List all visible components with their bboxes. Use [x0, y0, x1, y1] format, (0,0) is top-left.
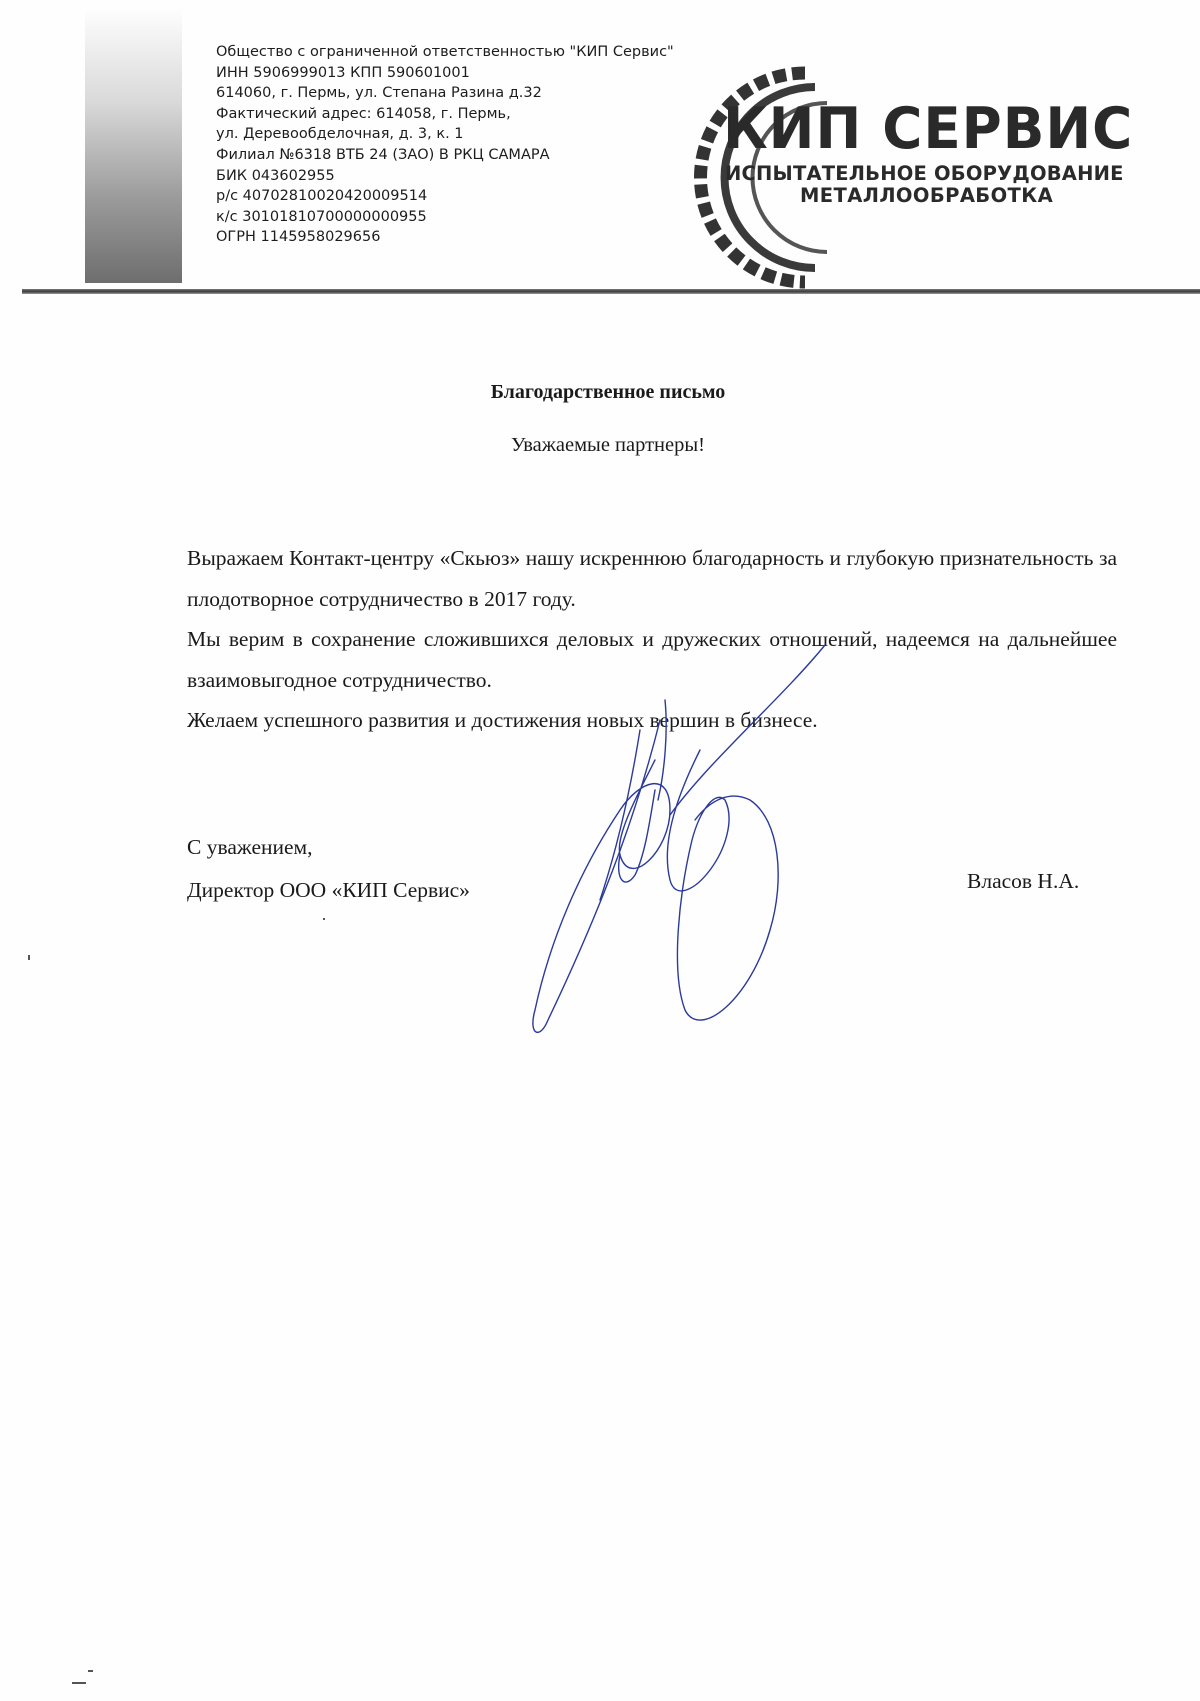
logo-tagline-1: ИСПЫТАТЕЛЬНОЕ ОБОРУДОВАНИЕ: [725, 162, 1124, 185]
signer-name: Власов Н.А.: [967, 869, 1080, 893]
letter-greeting: Уважаемые партнеры!: [511, 434, 705, 456]
signer-position: Директор ООО «КИП Сервис»: [187, 878, 470, 902]
handwritten-signature: [520, 640, 860, 1055]
requisite-line: р/с 40702810020420009514: [216, 188, 428, 205]
body-paragraph-text: Мы верим в сохранение сложившихся деловых и дружеских отношений, надеемся на дальнейшее взаимовыгодное сотрудничество.: [187, 627, 1117, 692]
closing-phrase: С уважением,: [187, 835, 313, 859]
header-gradient-bar: [85, 5, 182, 283]
header-divider: [22, 289, 1200, 294]
requisite-line: ОГРН 1145958029656: [216, 229, 381, 246]
requisite-line: к/с 30101810700000000955: [216, 208, 427, 225]
scan-speck: [28, 955, 30, 960]
body-paragraph-text: Выражаем Контакт-центру «Скьюз» нашу искреннюю благодарность и глубокую признательность за плодотворное сотрудничество в 2017 году.: [187, 546, 1117, 611]
requisite-line: Филиал №6318 ВТБ 24 (ЗАО) В РКЦ САМАРА: [216, 146, 550, 163]
body-paragraph-text: Желаем успешного развития и достижения новых вершин в бизнесе.: [187, 708, 818, 732]
company-requisites: [216, 42, 676, 248]
requisite-line: БИК 043602955: [216, 167, 335, 184]
requisite-line: ул. Деревообделочная, д. 3, к. 1: [216, 126, 464, 143]
scan-speck: [72, 1682, 86, 1684]
requisite-line: 614060, г. Пермь, ул. Степана Разина д.32: [216, 85, 542, 102]
requisite-line: ИНН 5906999013 КПП 590601001: [216, 64, 470, 81]
requisite-line: Фактический адрес: 614058, г. Пермь,: [216, 105, 511, 122]
requisite-line: Общество с ограниченной ответственностью "КИП Сервис": [216, 44, 674, 60]
scan-speck: [88, 1670, 93, 1672]
body-paragraph: [187, 538, 1117, 619]
letter-title: Благодарственное письмо: [490, 381, 726, 403]
letter-closing: [187, 826, 470, 912]
logo-company-name: КИП СЕРВИС: [723, 96, 1134, 162]
logo-tagline-2: МЕТАЛЛООБРАБОТКА: [800, 184, 1054, 207]
company-logo: [655, 65, 1175, 290]
scan-speck: [323, 918, 325, 920]
